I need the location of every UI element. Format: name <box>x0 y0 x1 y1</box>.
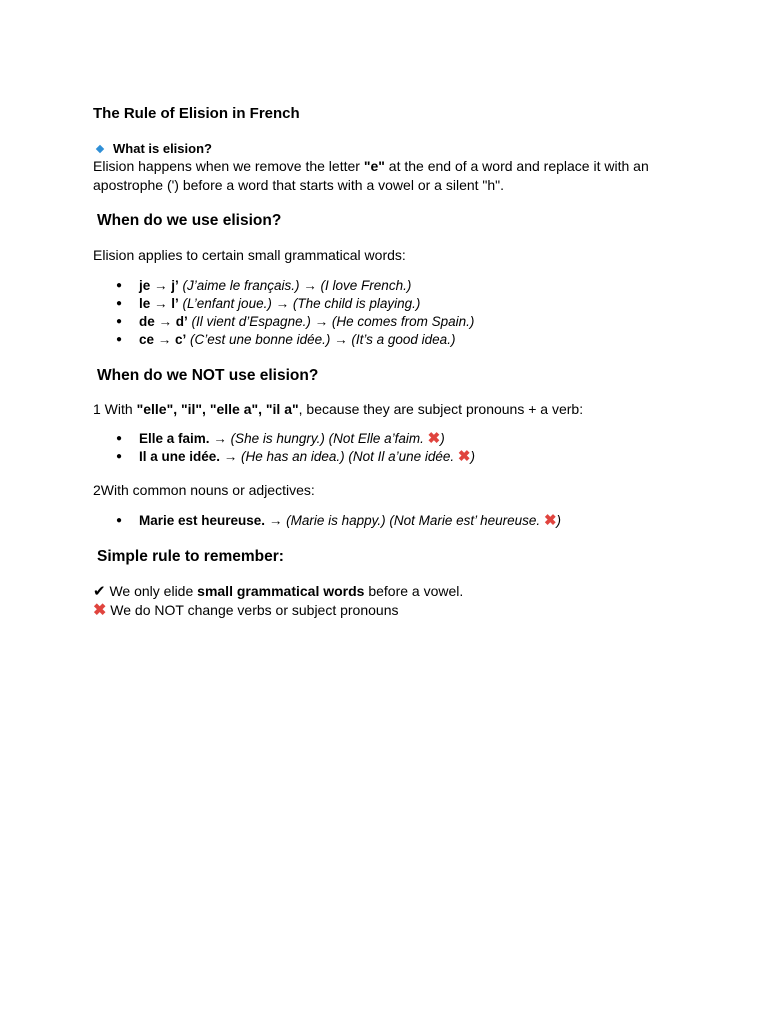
definition-text-2: at the end of a word and replace it with an apostrophe (') before a word that starts with a vowel or a silent "h". <box>93 158 649 193</box>
rule-1-pronouns: "elle", "il", "elle a", "il a" <box>136 400 299 417</box>
not-use-list-2 <box>93 512 693 530</box>
page-title: The Rule of Elision in French <box>93 105 300 122</box>
remember-line-2-text: We do NOT change verbs or subject pronouns <box>106 602 399 619</box>
intro-question-text: What is elision? <box>113 141 212 156</box>
heading-use: When do we use elision? <box>97 212 282 229</box>
example-text: (C’est une bonne idée.) → (It’s a good idea.) <box>186 332 456 348</box>
cross-mark-icon: ✖ <box>93 602 107 620</box>
example-sentence: Il a une idée. <box>139 449 221 465</box>
example-text: (She is hungry.) (Not Elle a’faim. <box>230 431 428 447</box>
intro-question <box>93 141 693 157</box>
remember-line-1-suffix: before a vowel. <box>364 582 464 599</box>
list-item <box>93 448 693 466</box>
example-text: (Il vient d’Espagne.) → (He comes from Spain.) <box>187 314 475 330</box>
elision-pair: de → d’ <box>139 314 188 330</box>
list-item <box>93 430 693 448</box>
example-text: (J’aime le français.) → (I love French.) <box>178 277 412 293</box>
arrow: → <box>265 513 287 529</box>
heading-remember: Simple rule to remember: <box>97 547 284 565</box>
elision-pair: ce → c’ <box>139 332 187 348</box>
document-page <box>93 104 693 621</box>
close-paren: ) <box>440 431 445 447</box>
example-text: (He has an idea.) (Not Il a’une idée. <box>241 449 458 465</box>
example-sentence: Marie est heureuse. <box>139 513 266 529</box>
arrow: → <box>209 431 231 447</box>
rule-1 <box>93 400 693 419</box>
remember-line-1-prefix: We only elide <box>105 582 198 599</box>
example-sentence: Elle a faim. <box>139 431 210 447</box>
definition-letter: "e" <box>363 158 385 174</box>
close-paren: ) <box>470 449 475 465</box>
cross-mark-icon: ✖ <box>427 430 441 448</box>
use-list <box>93 277 693 350</box>
close-paren: ) <box>556 513 562 529</box>
not-use-list-1 <box>93 430 693 467</box>
elision-pair: le → l’ <box>139 295 179 311</box>
example-text: (L’enfant joue.) → (The child is playing.) <box>178 295 421 311</box>
list-item <box>93 277 693 295</box>
cross-mark-icon: ✖ <box>457 448 471 466</box>
remember-line-1-bold: small grammatical words <box>197 582 365 599</box>
use-lead: Elision applies to certain small grammatical words: <box>93 247 406 263</box>
rule-1-prefix: 1 With <box>93 400 137 417</box>
list-item <box>93 313 693 331</box>
list-item <box>93 512 693 530</box>
list-item <box>93 331 693 349</box>
rule-2: 2With common nouns or adjectives: <box>93 481 315 498</box>
cross-mark-icon: ✖ <box>543 512 557 530</box>
list-item <box>93 295 693 313</box>
definition-text-1: Elision happens when we remove the letter <box>93 158 364 174</box>
check-mark-icon: ✔ <box>93 582 106 600</box>
remember-line-1 <box>93 582 693 602</box>
remember-line-2 <box>93 601 693 621</box>
elision-pair: je → j’ <box>139 277 179 293</box>
heading-not-use: When do we NOT use elision? <box>97 366 319 384</box>
example-text: (Marie is happy.) (Not Marie est’ heureuse. <box>286 513 544 529</box>
rule-1-suffix: , because they are subject pronouns + a verb: <box>298 400 584 417</box>
blue-diamond-icon <box>96 145 104 153</box>
intro-definition <box>93 157 693 194</box>
arrow: → <box>220 449 242 465</box>
